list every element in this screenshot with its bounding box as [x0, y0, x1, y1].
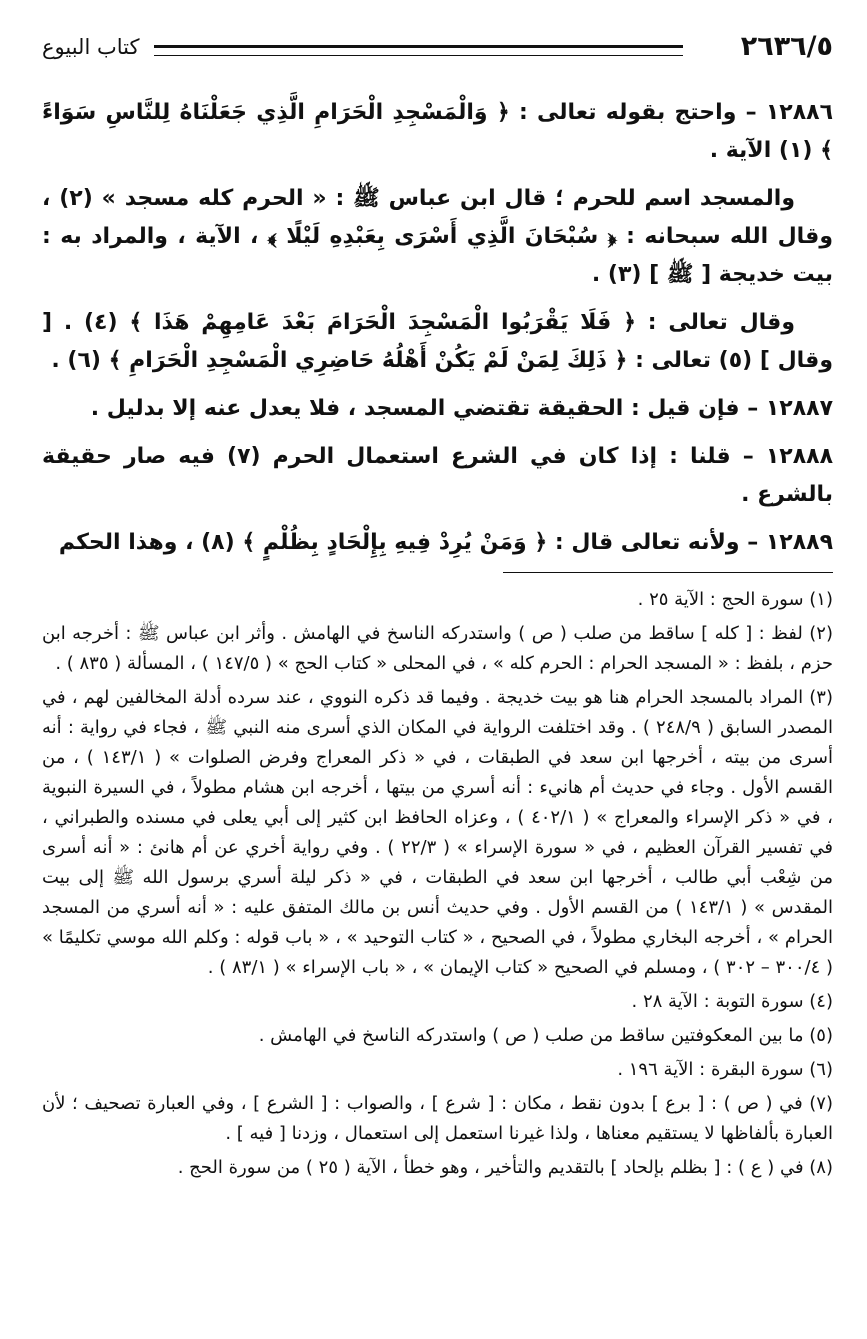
main-text — [42, 94, 833, 562]
header-rule — [154, 45, 683, 56]
paragraph-12887: ١٢٨٨٧ – فإن قيل : الحقيقة تقتضي المسجد ، فلا يعدل عنه إلا بدليل . — [90, 396, 833, 421]
footnote-6: (٦) سورة البقرة : الآية ١٩٦ . — [617, 1059, 833, 1080]
footnotes — [42, 585, 833, 1183]
footnote-2: (٢) لفظ : [ كله ] ساقط من صلب ( ص ) واستدركه الناسخ في الهامش . وأثر ابن عباس ﷺ : أخرجه ابن حزم ، بلفظ : « المسجد الحرام : الحرم كله » ، في المحلى « كتاب الحج » ( ١٤٧/٥ ) ، المسألة ( ٨٣٥ ) . — [42, 623, 833, 674]
page-number: ٢٦٣٦/٥ — [740, 31, 833, 62]
footnote-5: (٥) ما بين المعكوفتين ساقط من صلب ( ص ) واستدركه الناسخ في الهامش . — [258, 1025, 833, 1046]
paragraph-masjid: والمسجد اسم للحرم ؛ قال ابن عباس ﷺ : « الحرم كله مسجد » (٢) ، وقال الله سبحانه : ﴿ سُبْحَانَ الَّذِي أَسْرَى بِعَبْدِهِ لَيْلًا ﴾ ، الآية ، والمراد به : بيت خديجة [ ﷺ ] (٣) . — [42, 186, 833, 287]
paragraph-qala-taala: وقال تعالى : ﴿ فَلَا يَقْرَبُوا الْمَسْجِدَ الْحَرَامَ بَعْدَ عَامِهِمْ هَذَا ﴾ (٤) . [ وقال ] (٥) تعالى : ﴿ ذَلِكَ لِمَنْ لَمْ يَكُنْ أَهْلُهُ حَاضِرِي الْمَسْجِدِ الْحَرَامِ ﴾ (٦) . — [42, 310, 833, 373]
footnote-1: (١) سورة الحج : الآية ٢٥ . — [637, 589, 833, 610]
paragraph-12889: ١٢٨٨٩ – ولأنه تعالى قال : ﴿ وَمَنْ يُرِدْ فِيهِ بِإِلْحَادٍ بِظُلْمٍ ﴾ (٨) ، وهذا الحكم — [58, 530, 833, 555]
footnote-8: (٨) في ( ع ) : [ بظلم بإلحاد ] بالتقديم والتأخير ، وهو خطأ ، الآية ( ٢٥ ) من سورة الحج . — [177, 1157, 833, 1178]
footnote-7: (٧) في ( ص ) : [ برع ] بدون نقط ، مكان : [ شرع ] ، والصواب : [ الشرع ] ، وفي العبارة تصحيف ؛ لأن العبارة بألفاظها لا يستقيم معناها ، ولذا غيرنا استعمل إلى استعمال ، وزدنا [ فيه ] . — [42, 1093, 833, 1144]
book-title: كتاب البيوع — [42, 35, 140, 59]
document-page — [42, 28, 833, 1319]
paragraph-12888: ١٢٨٨٨ – قلنا : إذا كان في الشرع استعمال الحرم (٧) فيه صار حقيقة بالشرع . — [42, 444, 833, 507]
paragraph-12886: ١٢٨٨٦ – واحتج بقوله تعالى : ﴿ وَالْمَسْجِدِ الْحَرَامِ الَّذِي جَعَلْنَاهُ لِلنَّاسِ سَوَاءً ﴾ (١) الآية . — [42, 100, 833, 163]
footnote-divider — [503, 572, 833, 573]
footnote-3: (٣) المراد بالمسجد الحرام هنا هو بيت خديجة . وفيما قد ذكره النووي ، عند سرده أدلة المخالفين لهم ، في المصدر السابق ( ٢٤٨/٩ ) . وقد اختلفت الرواية في المكان الذي أسرى منه النبي ﷺ ، فجاء في رواية : أنه أسرى من بيته ، أخرجها ابن سعد في الطبقات ، في « ذكر المعراج وفرض الصلوات » ( ١٤٣/١ ) ، من القسم الأول . وجاء في حديث أم هانيء : أنه أسري من بيتها ، أخرجه ابن هشام مطولاً ، في السيرة النبوية ، في « ذكر الإسراء والمعراج » ( ٤٠٢/١ ) ، وعزاه الحافظ ابن كثير إلى أبي يعلى في مسنده والطبراني ، في تفسير القرآن العظيم ، في « سورة الإسراء » ( ٢٢/٣ ) . وفي رواية أخري عن أم هانئ : « أنه أسرى من شِعْب أبي طالب ، أخرجها ابن سعد في الطبقات ، في « ذكر ليلة أسري برسول الله ﷺ إلى بيت المقدس » ( ١٤٣/١ ) من القسم الأول . وفي حديث أنس بن مالك المتفق عليه : « أنه أسري من المسجد الحرام » ، أخرجه البخاري مطولاً ، في الصحيح ، « كتاب التوحيد » ، « باب قوله : وكلم الله موسي تكليمًا » ( ٣٠٠/٤ – ٣٠٢ ) ، ومسلم في الصحيح « كتاب الإيمان » ، « باب الإسراء » ( ٨٣/١ ) . — [42, 687, 834, 978]
footnote-4: (٤) سورة التوبة : الآية ٢٨ . — [631, 991, 833, 1012]
page-header — [42, 28, 833, 66]
